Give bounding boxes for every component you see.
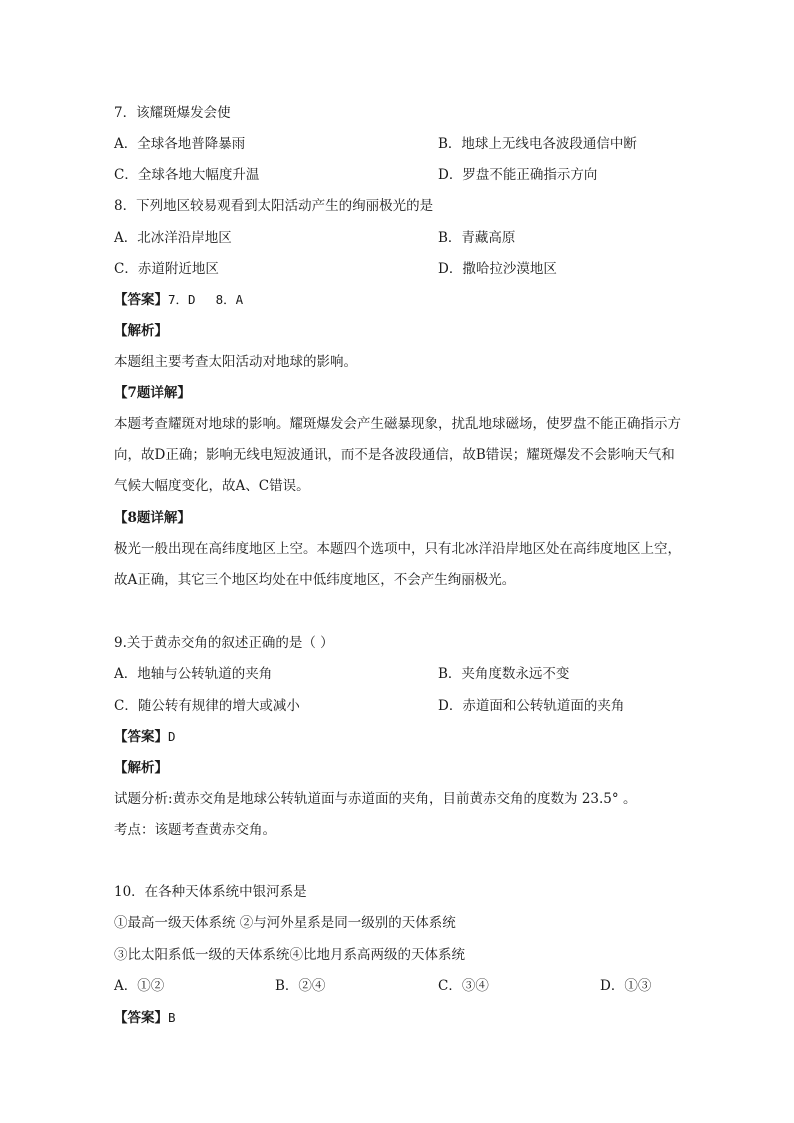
question-9-option-c: C．随公转有规律的增大或减小 [114, 698, 300, 714]
answer-value: 7．D 8．A [168, 292, 244, 307]
detail-7-text: 本题考查耀斑对地球的影响。耀斑爆发会产生磁暴现象，扰乱地球磁场，使罗盘不能正确指示方向，故D正确；影响无线电短波通讯，而不是各波段通信，故B错误；耀斑爆发不会影响天气和气候大幅度变化，故A、C错误。 [114, 416, 681, 494]
question-8-option-b: B．青藏高原 [438, 230, 516, 246]
detail-7-label: 【7题详解】 [114, 385, 191, 401]
question-10-option-b: B．②④ [275, 978, 326, 994]
question-10-items-2: ③比太阳系低一级的天体系统④比地月系高两级的天体系统 [114, 947, 465, 963]
question-9-option-b: B．夹角度数永远不变 [438, 666, 570, 682]
answer-9 [114, 728, 176, 746]
answer-value: B [168, 1010, 176, 1025]
answer-7-8 [114, 291, 243, 309]
question-9-option-d: D．赤道面和公转轨道面的夹角 [438, 698, 625, 714]
question-10-option-a: A．①② [114, 978, 165, 994]
analysis-label: 【解析】 [114, 323, 168, 339]
question-9-stem: 9.关于黄赤交角的叙述正确的是（ ） [114, 635, 334, 651]
detail-8-text: 极光一般出现在高纬度地区上空。本题四个选项中，只有北冰洋沿岸地区处在高纬度地区上空，故A正确，其它三个地区均处在中低纬度地区，不会产生绚丽极光。 [114, 541, 681, 588]
question-8-stem: 8．下列地区较易观看到太阳活动产生的绚丽极光的是 [114, 198, 434, 214]
analysis-text: 本题组主要考查太阳活动对地球的影响。 [114, 354, 357, 370]
analysis-9-label: 【解析】 [114, 760, 168, 776]
question-7-option-d: D．罗盘不能正确指示方向 [438, 167, 598, 183]
question-10-option-d: D．①③ [600, 978, 652, 994]
question-8-option-d: D．撒哈拉沙漠地区 [438, 261, 557, 277]
question-10-option-c: C．③④ [438, 978, 489, 994]
question-7-option-c: C．全球各地大幅度升温 [114, 167, 260, 183]
question-10-stem: 10．在各种天体系统中银河系是 [114, 884, 307, 900]
answer-10 [114, 1009, 176, 1027]
answer-value: D [168, 729, 176, 744]
question-7-option-a: A．全球各地普降暴雨 [114, 136, 246, 152]
question-8-option-c: C．赤道附近地区 [114, 261, 219, 277]
question-7-option-b: B．地球上无线电各波段通信中断 [438, 136, 637, 152]
detail-8-label: 【8题详解】 [114, 510, 191, 526]
question-8-option-a: A．北冰洋沿岸地区 [114, 230, 232, 246]
answer-label: 【答案】 [114, 1010, 168, 1026]
answer-label: 【答案】 [114, 292, 168, 308]
question-7-stem: 7．该耀斑爆发会使 [114, 105, 231, 121]
answer-label: 【答案】 [114, 729, 168, 745]
analysis-9-text: 试题分析:黄赤交角是地球公转轨道面与赤道面的夹角，目前黄赤交角的度数为 23.5° 。 [114, 791, 637, 807]
question-9-option-a: A．地轴与公转轨道的夹角 [114, 666, 273, 682]
analysis-9-point: 考点：该题考查黄赤交角。 [114, 822, 276, 838]
question-10-items-1: ①最高一级天体系统 ②与河外星系是同一级别的天体系统 [114, 915, 456, 931]
